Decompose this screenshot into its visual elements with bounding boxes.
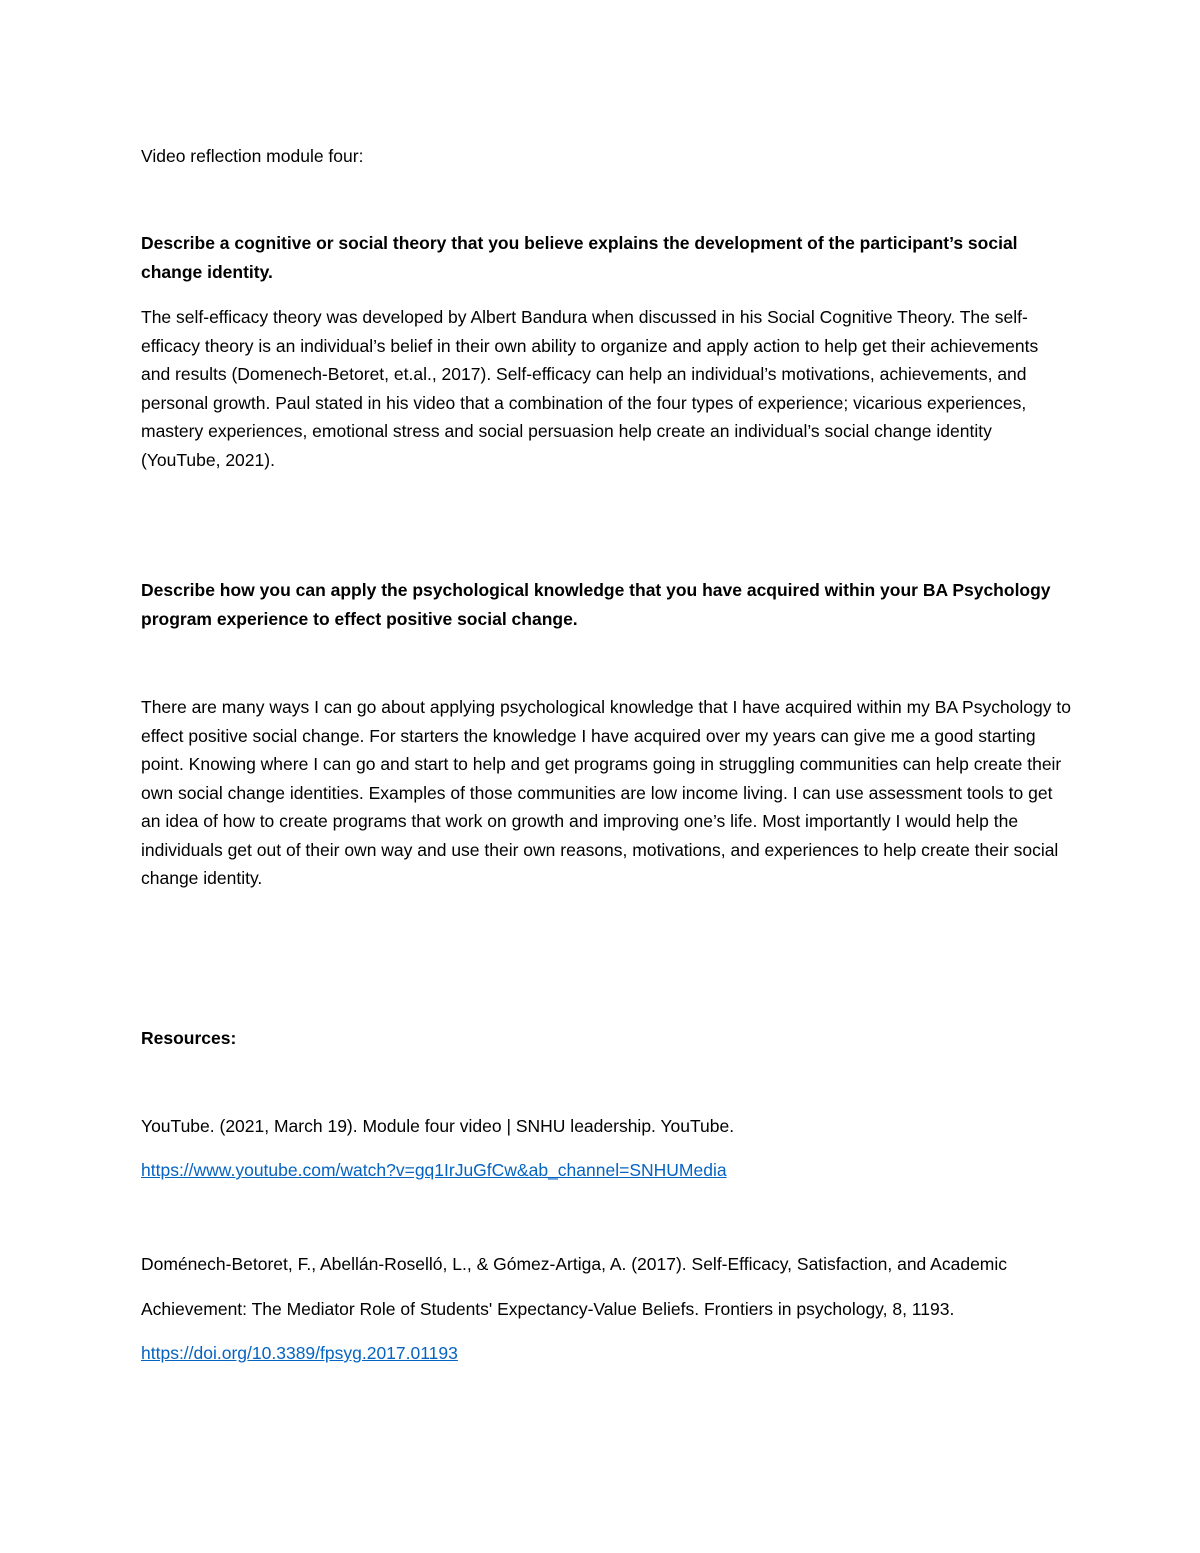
reference-1-text: YouTube. (2021, March 19). Module four video | SNHU leadership. YouTube. <box>141 1116 735 1136</box>
reference-1-link-line <box>141 1157 1071 1183</box>
reference-1-link[interactable]: https://www.youtube.com/watch?v=gq1IrJuGfCw&ab_channel=SNHUMedia <box>141 1160 727 1180</box>
section-1-question: Describe a cognitive or social theory that you believe explains the development of the participant’s social change identity. <box>141 233 1018 282</box>
reference-2-text: Doménech-Betoret, F., Abellán-Roselló, L., & Gómez-Artiga, A. (2017). Self-Efficacy, Satisfaction, and Academic Achievement: The Mediator Role of Students' Expectancy-Value Beliefs. Frontiers in psychology, 8, 1193. <box>141 1254 1008 1319</box>
resources-heading: Resources: <box>141 1028 237 1048</box>
section-2-answer: There are many ways I can go about applying psychological knowledge that I have acquired within my BA Psychology to effect positive social change. For starters the knowledge I have acquired over my years can give me a good starting point. Knowing where I can go and start to help and get programs going in struggling communities can help create their own social change identities. Examples of those communities are low income living. I can use assessment tools to get an idea of how to create programs that work on growth and improving one’s life. Most importantly I would help the individuals get out of their own way and use their own reasons, motivations, and experiences to help create their social change identity. <box>141 697 1071 888</box>
section-1-answer: The self-efficacy theory was developed by Albert Bandura when discussed in his Social Cognitive Theory. The self-efficacy theory is an individual’s belief in their own ability to organize and apply action to help get their achievements and results (Domenech-Betoret, et.al., 2017). Self-efficacy can help an individual’s motivations, achievements, and personal growth. Paul stated in his video that a combination of the four types of experience; vicarious experiences, mastery experiences, emotional stress and social persuasion help create an individual’s social change identity (YouTube, 2021). <box>141 307 1039 470</box>
document-title: Video reflection module four: <box>141 146 364 166</box>
section-2-question: Describe how you can apply the psychological knowledge that you have acquired within your BA Psychology program experience to effect positive social change. <box>141 580 1051 629</box>
reference-2 <box>141 1242 1071 1376</box>
reference-2-link[interactable]: https://doi.org/10.3389/fpsyg.2017.01193 <box>141 1343 458 1363</box>
